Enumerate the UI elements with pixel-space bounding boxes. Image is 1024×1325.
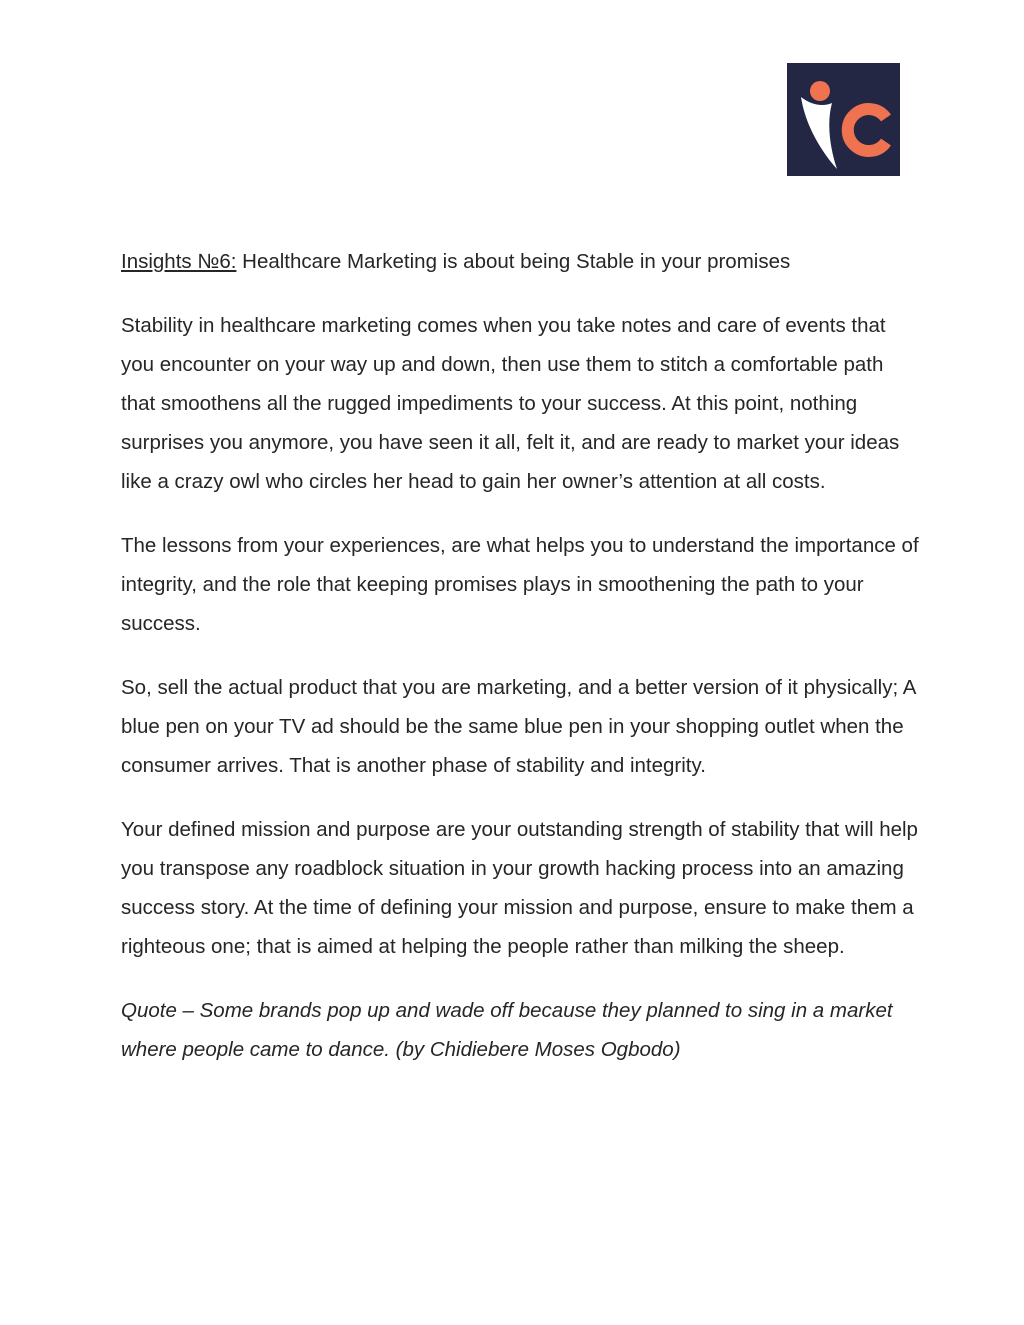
document-body bbox=[121, 243, 921, 1094]
heading-label: Insights №6: bbox=[121, 250, 237, 273]
ic-brand-logo-icon bbox=[787, 63, 900, 176]
paragraph: Stability in healthcare marketing comes when you take notes and care of events that you encounter on your way up and down, then use them to stitch a comfortable path that smoothens all the rugged impediments to your success. At this point, nothing surprises you anymore, you have seen it all, felt it, and are ready to market your ideas like a crazy owl who circles her head to gain her owner’s attention at all costs. bbox=[121, 314, 900, 493]
brand-logo bbox=[787, 63, 900, 176]
paragraph: Your defined mission and purpose are your outstanding strength of stability that will help you transpose any roadblock situation in your growth hacking process into an amazing success story. At the time of defining your mission and purpose, ensure to make them a righteous one; that is aimed at helping the people rather than milking the sheep. bbox=[121, 818, 918, 958]
closing-quote: Quote – Some brands pop up and wade off because they planned to sing in a market where people came to dance. (by Chidiebere Moses Ogbodo) bbox=[121, 999, 893, 1061]
heading-text: Healthcare Marketing is about being Stable in your promises bbox=[236, 250, 791, 273]
paragraph: The lessons from your experiences, are what helps you to understand the importance of integrity, and the role that keeping promises plays in smoothening the path to your success. bbox=[121, 534, 919, 635]
paragraph: So, sell the actual product that you are marketing, and a better version of it physically; A blue pen on your TV ad should be the same blue pen in your shopping outlet when the consumer arrives. That is another phase of stability and integrity. bbox=[121, 676, 916, 777]
document-heading bbox=[121, 243, 921, 281]
